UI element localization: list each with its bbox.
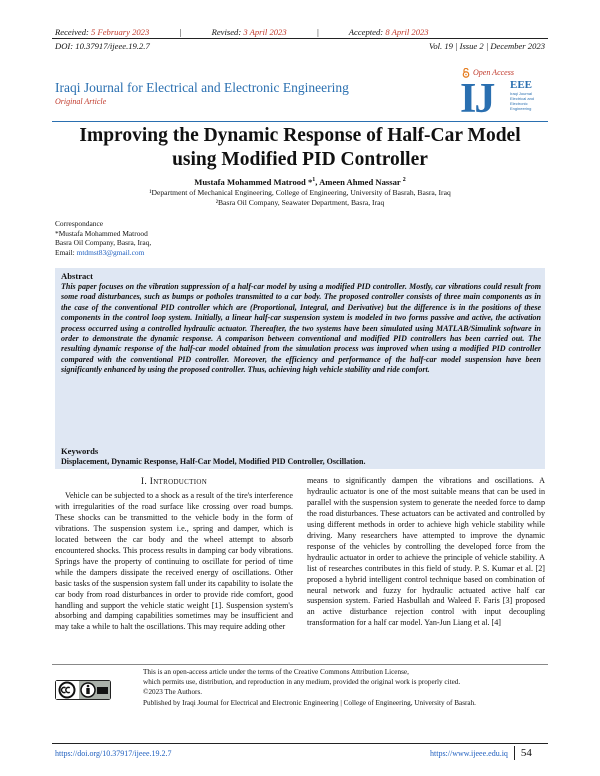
- journal-logo: [460, 78, 546, 120]
- license-line-2: which permits use, distribution, and reproduction in any medium, provided the original work is properly cited.: [143, 678, 461, 687]
- journal-name: Iraqi Journal for Electrical and Electronic Engineering: [55, 80, 349, 95]
- footer-right: [430, 746, 532, 760]
- title-line-1: Improving the Dynamic Response of Half-Car Model: [79, 125, 521, 146]
- section-heading-introduction: I. Introduction: [140, 477, 208, 487]
- correspondence-org: Basra Oil Company, Basra, Iraq,: [55, 238, 152, 248]
- title-line-2: using Modified PID Controller: [172, 149, 428, 170]
- cc-by-license-icon: [55, 680, 111, 700]
- logo-ij: IJ: [460, 76, 494, 122]
- revised-label: Revised:: [211, 27, 242, 37]
- accepted-date: 8 April 2023: [385, 27, 429, 37]
- footer-rule: [52, 664, 548, 665]
- received-revised-accepted-row: [55, 27, 545, 37]
- correspondence-heading: Correspondance: [55, 219, 104, 228]
- abstract-heading: Abstract: [61, 271, 93, 281]
- keywords-text: Displacement, Dynamic Response, Half-Car Model, Modified PID Controller, Oscillation.: [61, 457, 366, 466]
- license-line-1: This is an open-access article under the terms of the Creative Commons Attribution License,: [143, 668, 409, 676]
- correspondence-email-row: [55, 248, 151, 258]
- logo-eee: EEE: [510, 79, 533, 91]
- license-text: [143, 667, 548, 708]
- body-column-right: means to significantly dampen the vibrations and oscillations. A hydraulic actuator is one of the most suitable means that can be used in parallel with the suspension system to generate the needed force to damp the road disturbances. These actuators can be activated and controlled by using different methods in order to achieve high vehicle stability while driving. Many researchers have attempted to improve the dynamic response of the vehicles by controlling the developed force from the hydraulic actuator in order to achieve the principle of vehicle stability. A list of researches contributes in this field of study. P. S. Kumar et al. [2] proposed a hybrid intelligent control technique based on combination of neural network and fuzzy for hydraulic actuated active half car suspension system. Faried Hasbullah and Waleed F. Faris [3] proposed an active disturbance rejection control with input decoupling transformation for a half car model. Yan-Jun Liang et al. [4]: [307, 476, 545, 628]
- footer-divider: [514, 746, 515, 760]
- authors: [40, 177, 560, 187]
- received-date: 5 February 2023: [91, 27, 150, 37]
- affiliation-2: ²Basra Oil Company, Seawater Department, Basra, Iraq: [215, 198, 385, 207]
- correspondence-block: [55, 219, 151, 257]
- page-number: 54: [520, 747, 532, 759]
- received-label: Received:: [55, 27, 89, 37]
- body-column-left: Vehicle can be subjected to a shock as a result of the tire's interference with irregularities of the road surface like crossing over road bumps. These shocks can be transmitted to the vehicle body in the form of vibrations. The suspension system i.e., spring and damper, which is located between the car body and the wheel attempt to absorb encountered shocks. This process results in damping car body vibrations. Springs have the property of continuing to oscillate for period of time while the dampers dissipate the received energy of oscillations. Other basic tasks of the suspension system fall under its capability to isolate the car body from road disturbances in order to provide ride comfort, good handling and support the vehicle static weight [1]. Suspension system's absorbing and damping capabilities sometimes may be insufficient and may take a while to halt the oscillations. This may require adding other: [55, 491, 293, 632]
- header-rule: [52, 38, 548, 39]
- accepted-label: Accepted:: [348, 27, 384, 37]
- author-2: , Ameen Ahmed Nassar: [315, 177, 401, 187]
- logo-lines: Iraqi Journal Electrical and Electronic Engineering: [510, 91, 535, 111]
- article-type: Original Article: [55, 97, 107, 106]
- doi-link[interactable]: https://doi.org/10.37917/ijeee.19.2.7: [55, 749, 172, 758]
- correspondence-name: *Mustafa Mohammed Matrood: [55, 228, 148, 238]
- open-access-label: Open Access: [473, 68, 514, 77]
- paper-title: [40, 124, 560, 172]
- author-1-sup: 1: [312, 177, 316, 184]
- author-2-sup: 2: [402, 177, 406, 184]
- revised-date: 3 April 2023: [243, 27, 287, 37]
- site-link[interactable]: https://www.ijeee.edu.iq: [430, 748, 508, 758]
- affiliation-1: ¹Department of Mechanical Engineering, College of Engineering, University of Basrah, Basra, Iraq: [149, 188, 451, 197]
- separator: |: [316, 27, 319, 37]
- email-label: Email:: [55, 247, 75, 257]
- journal-rule: [52, 121, 548, 122]
- volume-text: Vol. 19 | Issue 2 | December 2023: [429, 41, 545, 51]
- doi-text: DOI: 10.37917/ijeee.19.2.7: [55, 41, 150, 51]
- separator: |: [179, 27, 182, 37]
- footer-bottom-rule: [52, 743, 548, 744]
- license-line-3: ©2023 The Authors.: [143, 688, 203, 697]
- doi-volume-row: [55, 41, 545, 51]
- license-line-4: Published by Iraqi Journal for Electrical and Electronic Engineering | College of Engineering, University of Basrah.: [143, 698, 476, 707]
- author-1: Mustafa Mohammed Matrood *: [194, 177, 313, 187]
- keywords-heading: Keywords: [61, 446, 99, 456]
- email-link[interactable]: mtdmst83@gmail.com: [76, 247, 145, 257]
- abstract-text: This paper focuses on the vibration suppression of a half-car model by using a modified PID controller. Mostly, car vibrations could result from some road disturbances, such as bumps or potholes transmitted to a car body. The proposed controller consists of three main components as in the case of the conventional PID controller which are (Proportional, Integral, and Derivative) but the difference is in the positions of these components in the control loop system. Initially, a linear half-car suspension system is modeled in two forms passive and active, the activation process occurred using a controlled hydraulic actuator. Thereafter, the two systems have been simulated using MATLAB/Simulink software in order to demonstrate the dynamic response. A comparison between conventional and modified PID controllers has been carried out. The resulting dynamic response of the half-car model obtained from the simulation process was improved when using a modified PID controller compared with the conventional PID controller. Moreover, the efficiency and performance of the half-car model suspension have been significantly enhanced by using the proposed controller. Thus, achieving high vehicle stability and ride comfort.: [61, 282, 541, 375]
